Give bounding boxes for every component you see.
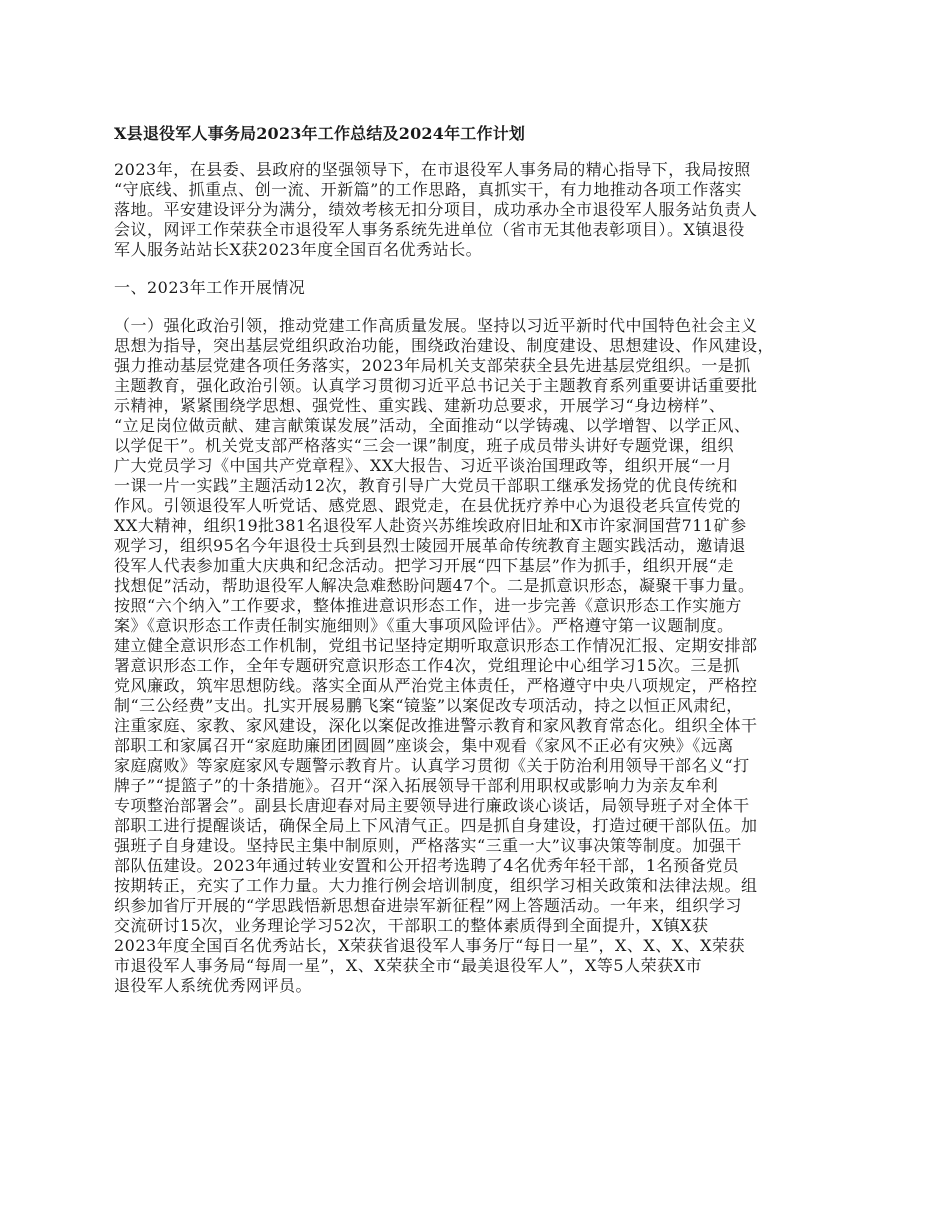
document-title: X县退役军人事务局2023年工作总结及2024年工作计划 bbox=[114, 124, 526, 143]
body-line: XX大精神，组织19批381名退役军人赴资兴苏维埃政府旧址和X市许家洞国营711矿参 bbox=[114, 516, 747, 535]
body-line: 案》《意识形态工作责任制实施细则》《重大事项风险评估》。严格遵守第一议题制度。 bbox=[114, 616, 734, 635]
body-line: 按期转正，充实了工作力量。大力推行例会培训制度，组织学习相关政策和法律法规。组 bbox=[114, 876, 758, 895]
intro-line: 军人服务站站长X获2023年度全国百名优秀站长。 bbox=[114, 240, 483, 259]
body-line: 部队伍建设。2023年通过转业安置和公开招考选聘了4名优秀年轻干部，1名预备党员 bbox=[114, 856, 740, 875]
body-line: 退役军人系统优秀网评员。 bbox=[114, 976, 313, 995]
body-line: 家庭腐败》等家庭家风专题警示教育片。认真学习贯彻《关于防治利用领导干部名义“打 bbox=[114, 756, 750, 775]
body-line: 找想促”活动，帮助退役军人解决急难愁盼问题47个。二是抓意识形态，凝聚干事力量。 bbox=[114, 576, 755, 595]
section-heading: 一、2023年工作开展情况 bbox=[114, 278, 306, 297]
body-line: 建立健全意识形态工作机制，党组书记坚持定期听取意识形态工作情况汇报、定期安排部 bbox=[114, 636, 758, 655]
body-line: 制“三公经费”支出。扎实开展易鹏飞案“镜鉴”以案促改专项活动，持之以恒正风肃纪， bbox=[114, 696, 743, 715]
body-line: （一）强化政治引领，推动党建工作高质量发展。坚持以习近平新时代中国特色社会主义 bbox=[114, 316, 758, 335]
body-line: 强力推动基层党建各项任务落实，2023年局机关支部荣获全县先进基层党组织。一是抓 bbox=[114, 356, 751, 375]
body-line: 示精神，紧紧围绕学思想、强党性、重实践、建新功总要求，开展学习“身边榜样”、 bbox=[114, 396, 726, 415]
body-line: 主题教育，强化政治引领。认真学习贯彻习近平总书记关于主题教育系列重要讲话重要批 bbox=[114, 376, 758, 395]
body-line: 思想为指导，突出基层党组织政治功能，围绕政治建设、制度建设、思想建设、作风建设， bbox=[114, 336, 775, 355]
section1-paragraph bbox=[114, 316, 844, 996]
body-line: 2023年度全国百名优秀站长，X荣获省退役军人事务厅“每日一星”，X、X、X、X荣获 bbox=[114, 936, 746, 955]
intro-paragraph bbox=[114, 160, 844, 260]
intro-line: 会议，网评工作荣获全市退役军人事务系统先进单位（省市无其他表彰项目）。X镇退役 bbox=[114, 220, 745, 239]
body-line: 织参加省厅开展的“学思践悟新思想奋进崇军新征程”网上答题活动。一年来，组织学习 bbox=[114, 896, 742, 915]
body-line: 交流研讨15次，业务理论学习52次，干部职工的整体素质得到全面提升，X镇X获 bbox=[114, 916, 709, 935]
body-line: 强班子自身建设。坚持民主集中制原则，严格落实“三重一大”议事决策等制度。加强干 bbox=[114, 836, 742, 855]
body-line: 以学促干”。机关党支部严格落实“三会一课”制度，班子成员带头讲好专题党课，组织 bbox=[114, 436, 735, 455]
body-line: 署意识形态工作，全年专题研究意识形态工作4次，党组理论中心组学习15次。三是抓 bbox=[114, 656, 741, 675]
body-line: 专项整治部署会”。副县长唐迎春对局主要领导进行廉政谈心谈话，局领导班子对全体干 bbox=[114, 796, 750, 815]
body-line: 市退役军人事务局“每周一星”，X、X荣获全市“最美退役军人”，X等5人荣获X市 bbox=[114, 956, 702, 975]
body-line: 注重家庭、家教、家风建设，深化以案促改推进警示教育和家风教育常态化。组织全体干 bbox=[114, 716, 758, 735]
body-line: 广大党员学习《中国共产党章程》、XX大报告、习近平谈治国理政等，组织开展“一月 bbox=[114, 456, 733, 475]
body-line: 役军人代表参加重大庆典和纪念活动。把学习开展“四下基层”作为抓手，组织开展“走 bbox=[114, 556, 735, 575]
body-line: 一课一片一实践”主题活动12次，教育引导广大党员干部职工继承发扬党的优良传统和 bbox=[114, 476, 739, 495]
body-line: 观学习，组织95名今年退役士兵到县烈士陵园开展革命传统教育主题实践活动，邀请退 bbox=[114, 536, 746, 555]
body-line: “立足岗位做贡献、建言献策谋发展”活动，全面推动“以学铸魂、以学增智、以学正风、 bbox=[114, 416, 751, 435]
intro-line: 2023年，在县委、县政府的坚强领导下，在市退役军人事务局的精心指导下，我局按照 bbox=[114, 160, 751, 179]
body-line: 按照“六个纳入”工作要求，整体推进意识形态工作，进一步完善《意识形态工作实施方 bbox=[114, 596, 742, 615]
body-line: 部职工和家属召开“家庭助廉团团圆圆”座谈会，集中观看《家风不正必有灾殃》《远离 bbox=[114, 736, 734, 755]
document-page bbox=[114, 124, 844, 1014]
intro-line: “守底线、抓重点、创一流、开新篇”的工作思路，真抓实干，有力地推动各项工作落实 bbox=[114, 180, 742, 199]
body-line: 作风。引领退役军人听党话、感党恩、跟党走，在县优抚疗养中心为退役老兵宣传党的 bbox=[114, 496, 742, 515]
body-line: 牌子”“提篮子”的十条措施》。召开“深入拓展领导干部利用职权或影响力为亲友牟利 bbox=[114, 776, 719, 795]
body-line: 部职工进行提醒谈话，确保全局上下风清气正。四是抓自身建设，打造过硬干部队伍。加 bbox=[114, 816, 758, 835]
body-line: 党风廉政，筑牢思想防线。落实全面从严治党主体责任，严格遵守中央八项规定，严格控 bbox=[114, 676, 758, 695]
intro-line: 落地。平安建设评分为满分，绩效考核无扣分项目，成功承办全市退役军人服务站负责人 bbox=[114, 200, 758, 219]
